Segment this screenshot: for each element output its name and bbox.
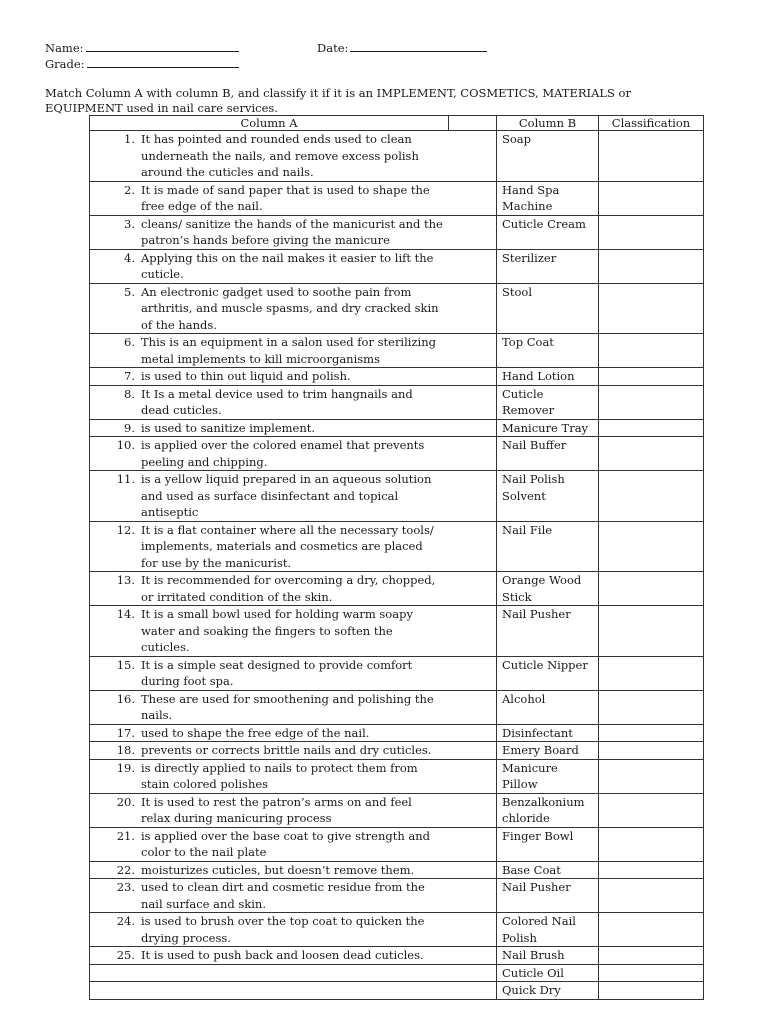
column-b-cell: Nail File (497, 521, 599, 572)
item-number: 2. (124, 182, 135, 197)
classification-cell[interactable] (599, 690, 704, 724)
answer-blank-cell[interactable] (449, 521, 497, 572)
answer-blank-cell[interactable] (449, 913, 497, 947)
grade-blank[interactable] (87, 56, 239, 68)
grade-field (45, 56, 239, 71)
column-a-text: is used to sanitize implement. (141, 420, 316, 435)
column-a-cell (90, 283, 449, 334)
column-b-cell: Soap (497, 131, 599, 182)
column-b-cell: Base Coat (497, 861, 599, 879)
matching-table (89, 115, 704, 1000)
column-b-cell: Nail Pusher (497, 606, 599, 657)
item-number: 10. (116, 438, 135, 452)
classification-cell[interactable] (599, 861, 704, 879)
column-a-cell (90, 572, 449, 606)
column-b-cell: Nail Brush (497, 947, 599, 965)
answer-blank-cell[interactable] (449, 131, 497, 182)
table-row (90, 879, 704, 913)
classification-cell[interactable] (599, 249, 704, 283)
classification-header: Classification (599, 116, 704, 131)
column-a-cell (90, 215, 449, 249)
answer-blank-cell[interactable] (449, 368, 497, 386)
item-number: 18. (116, 743, 135, 757)
column-a-text: is applied over the base coat to give strength and color to the nail plate (141, 828, 431, 859)
classification-cell[interactable] (599, 793, 704, 827)
column-a-text: is a yellow liquid prepared in an aqueous solution and used as surface disinfectant and topical antiseptic (141, 472, 432, 519)
answer-blank-cell[interactable] (449, 947, 497, 965)
column-b-cell: Nail Polish Solvent (497, 471, 599, 522)
answer-blank-cell[interactable] (449, 690, 497, 724)
date-blank[interactable] (350, 40, 487, 52)
answer-blank-cell[interactable] (449, 606, 497, 657)
table-row (90, 656, 704, 690)
column-a-text: It Is a metal device used to trim hangnails and dead cuticles. (141, 386, 413, 417)
column-b-cell: Nail Pusher (497, 879, 599, 913)
column-b-cell: Cuticle Oil (497, 964, 599, 982)
name-field (45, 40, 239, 55)
classification-cell[interactable] (599, 181, 704, 215)
column-a-text: moisturizes cuticles, but doesn’t remove them. (141, 862, 415, 877)
table-row (90, 215, 704, 249)
table-body (90, 131, 704, 1000)
classification-cell[interactable] (599, 131, 704, 182)
answer-blank-cell[interactable] (449, 656, 497, 690)
column-a-text: This is an equipment in a salon used for sterilizing metal implements to kill microorganisms (141, 335, 436, 366)
table-row (90, 724, 704, 742)
answer-blank-cell[interactable] (449, 759, 497, 793)
column-b-cell: Disinfectant (497, 724, 599, 742)
item-number: 4. (124, 250, 135, 265)
column-a-text: It is made of sand paper that is used to shape the free edge of the nail. (141, 182, 430, 213)
column-a-text: It is a simple seat designed to provide comfort during foot spa. (141, 657, 413, 688)
classification-cell[interactable] (599, 572, 704, 606)
column-a-text: is directly applied to nails to protect them from stain colored polishes (141, 760, 418, 791)
column-a-text: It is used to rest the patron’s arms on and feel relax during manicuring process (141, 794, 412, 825)
column-a-cell (90, 964, 449, 982)
classification-cell[interactable] (599, 656, 704, 690)
column-a-text: It is recommended for overcoming a dry, chopped, or irritated condition of the skin. (141, 573, 436, 604)
column-b-cell: Colored Nail Polish (497, 913, 599, 947)
instructions: Match Column A with column B, and classify it if it is an IMPLEMENT, COSMETICS, MATERIALS or EQUIPMENT used in nail care services. (45, 86, 631, 115)
table-row (90, 385, 704, 419)
answer-blank-cell[interactable] (449, 879, 497, 913)
classification-cell[interactable] (599, 368, 704, 386)
item-number: 21. (116, 828, 135, 843)
column-b-cell: Quick Dry (497, 982, 599, 1000)
item-number: 22. (116, 862, 135, 877)
answer-blank-cell[interactable] (449, 827, 497, 861)
column-a-cell (90, 181, 449, 215)
answer-blank-cell[interactable] (449, 471, 497, 522)
table-row (90, 861, 704, 879)
item-number: 8. (124, 386, 135, 401)
column-a-cell (90, 759, 449, 793)
item-number: 17. (116, 725, 135, 740)
column-a-text: is used to brush over the top coat to quicken the drying process. (141, 914, 425, 945)
item-number: 5. (124, 284, 135, 299)
answer-blank-cell[interactable] (449, 572, 497, 606)
column-a-cell (90, 471, 449, 522)
column-a-text: used to shape the free edge of the nail. (141, 725, 370, 740)
column-a-cell (90, 385, 449, 419)
column-a-text: used to clean dirt and cosmetic residue from the nail surface and skin. (141, 880, 425, 911)
table-header-row (90, 116, 704, 131)
item-number: 24. (116, 914, 135, 928)
table-row (90, 690, 704, 724)
column-a-cell (90, 879, 449, 913)
classification-cell[interactable] (599, 742, 704, 760)
classification-cell[interactable] (599, 724, 704, 742)
classification-cell[interactable] (599, 419, 704, 437)
column-a-cell (90, 334, 449, 368)
column-a-text: Applying this on the nail makes it easier to lift the cuticle. (141, 250, 434, 281)
answer-blank-cell[interactable] (449, 181, 497, 215)
classification-cell[interactable] (599, 437, 704, 471)
grade-label: Grade: (45, 57, 85, 71)
classification-cell[interactable] (599, 982, 704, 1000)
classification-cell[interactable] (599, 913, 704, 947)
classification-cell[interactable] (599, 964, 704, 982)
column-b-cell: Top Coat (497, 334, 599, 368)
column-a-cell (90, 947, 449, 965)
answer-blank-cell[interactable] (449, 982, 497, 1000)
classification-cell[interactable] (599, 471, 704, 522)
column-b-cell: Orange Wood Stick (497, 572, 599, 606)
column-b-cell: Hand Lotion (497, 368, 599, 386)
column-a-text: An electronic gadget used to soothe pain from arthritis, and muscle spasms, and dry cracked skin of the hands. (141, 284, 439, 332)
classification-cell[interactable] (599, 215, 704, 249)
item-number: 6. (124, 335, 135, 349)
classification-cell[interactable] (599, 947, 704, 965)
item-number: 7. (124, 369, 135, 383)
column-a-cell (90, 827, 449, 861)
table-row (90, 742, 704, 760)
item-number: 12. (116, 522, 135, 537)
answer-blank-cell[interactable] (449, 385, 497, 419)
column-b-cell: Finger Bowl (497, 827, 599, 861)
classification-cell[interactable] (599, 283, 704, 334)
column-b-cell: Emery Board (497, 742, 599, 760)
column-b-cell: Sterilizer (497, 249, 599, 283)
item-number: 20. (116, 794, 135, 809)
column-a-cell (90, 793, 449, 827)
column-b-cell: Hand Spa Machine (497, 181, 599, 215)
table-row (90, 471, 704, 522)
classification-cell[interactable] (599, 385, 704, 419)
answer-blank-cell[interactable] (449, 742, 497, 760)
item-number: 1. (124, 132, 135, 146)
column-a-cell (90, 861, 449, 879)
table-row (90, 131, 704, 182)
column-a-text: It has pointed and rounded ends used to clean underneath the nails, and remove excess polish around the cuticles and nails. (141, 132, 419, 179)
table-row (90, 964, 704, 982)
table-row (90, 759, 704, 793)
item-number: 9. (124, 420, 135, 435)
table-row (90, 827, 704, 861)
classification-cell[interactable] (599, 879, 704, 913)
item-number: 19. (116, 760, 135, 775)
item-number: 14. (116, 607, 135, 621)
column-a-text: is applied over the colored enamel that prevents peeling and chipping. (141, 438, 425, 469)
answer-blank-cell[interactable] (449, 793, 497, 827)
classification-cell[interactable] (599, 827, 704, 861)
date-label: Date: (317, 41, 349, 55)
column-a-text: It is a small bowl used for holding warm soapy water and soaking the fingers to soften the cuticles. (141, 607, 413, 654)
column-a-cell (90, 913, 449, 947)
column-a-cell (90, 724, 449, 742)
column-a-cell (90, 368, 449, 386)
table-row (90, 283, 704, 334)
answer-blank-cell[interactable] (449, 334, 497, 368)
name-label: Name: (45, 41, 84, 55)
table-row (90, 521, 704, 572)
classification-cell[interactable] (599, 521, 704, 572)
column-a-cell (90, 690, 449, 724)
column-b-cell: Manicure Pillow (497, 759, 599, 793)
column-a-text: cleans/ sanitize the hands of the manicurist and the patron’s hands before giving the manicure (141, 216, 443, 247)
column-b-cell: Manicure Tray (497, 419, 599, 437)
table-row (90, 437, 704, 471)
table-row (90, 947, 704, 965)
column-a-text: prevents or corrects brittle nails and dry cuticles. (141, 743, 432, 757)
answer-blank-cell[interactable] (449, 724, 497, 742)
item-number: 3. (124, 216, 135, 231)
item-number: 15. (116, 657, 135, 672)
column-a-cell (90, 131, 449, 182)
answer-blank-cell[interactable] (449, 861, 497, 879)
column-a-cell (90, 656, 449, 690)
column-a-text: is used to thin out liquid and polish. (141, 369, 351, 383)
column-a-cell (90, 437, 449, 471)
column-b-cell: Nail Buffer (497, 437, 599, 471)
classification-cell[interactable] (599, 606, 704, 657)
column-a-cell (90, 419, 449, 437)
table-row (90, 606, 704, 657)
column-b-cell: Cuticle Nipper (497, 656, 599, 690)
column-a-cell (90, 606, 449, 657)
column-a-text: These are used for smoothening and polishing the nails. (141, 691, 434, 722)
column-b-cell: Cuticle Cream (497, 215, 599, 249)
answer-blank-cell[interactable] (449, 437, 497, 471)
item-number: 13. (116, 573, 135, 587)
answer-blank-cell[interactable] (449, 249, 497, 283)
column-a-cell (90, 521, 449, 572)
column-a-cell (90, 982, 449, 1000)
table-row (90, 181, 704, 215)
column-b-cell: Benzalkonium chloride (497, 793, 599, 827)
answer-blank-cell[interactable] (449, 215, 497, 249)
table-row (90, 368, 704, 386)
item-number: 23. (116, 880, 135, 894)
table-row (90, 419, 704, 437)
column-a-cell (90, 249, 449, 283)
item-number: 25. (116, 948, 135, 962)
column-b-cell: Alcohol (497, 690, 599, 724)
column-a-header: Column A (90, 116, 449, 131)
item-number: 11. (116, 472, 135, 486)
column-a-cell (90, 742, 449, 760)
answer-blank-cell[interactable] (449, 964, 497, 982)
date-field (317, 40, 487, 55)
answer-blank-cell[interactable] (449, 419, 497, 437)
table-row (90, 249, 704, 283)
table-row (90, 982, 704, 1000)
name-blank[interactable] (86, 40, 239, 52)
table-row (90, 793, 704, 827)
answer-blank-cell[interactable] (449, 283, 497, 334)
column-a-text: It is a flat container where all the necessary tools/ implements, materials and cosmetics are placed for use by the manicurist. (141, 522, 434, 570)
spacer-header (449, 116, 497, 131)
table-row (90, 572, 704, 606)
table-row (90, 913, 704, 947)
classification-cell[interactable] (599, 334, 704, 368)
table-row (90, 334, 704, 368)
column-b-header: Column B (497, 116, 599, 131)
column-a-text: It is used to push back and loosen dead cuticles. (141, 948, 424, 962)
item-number: 16. (116, 691, 135, 706)
column-b-cell: Cuticle Remover (497, 385, 599, 419)
column-b-cell: Stool (497, 283, 599, 334)
classification-cell[interactable] (599, 759, 704, 793)
